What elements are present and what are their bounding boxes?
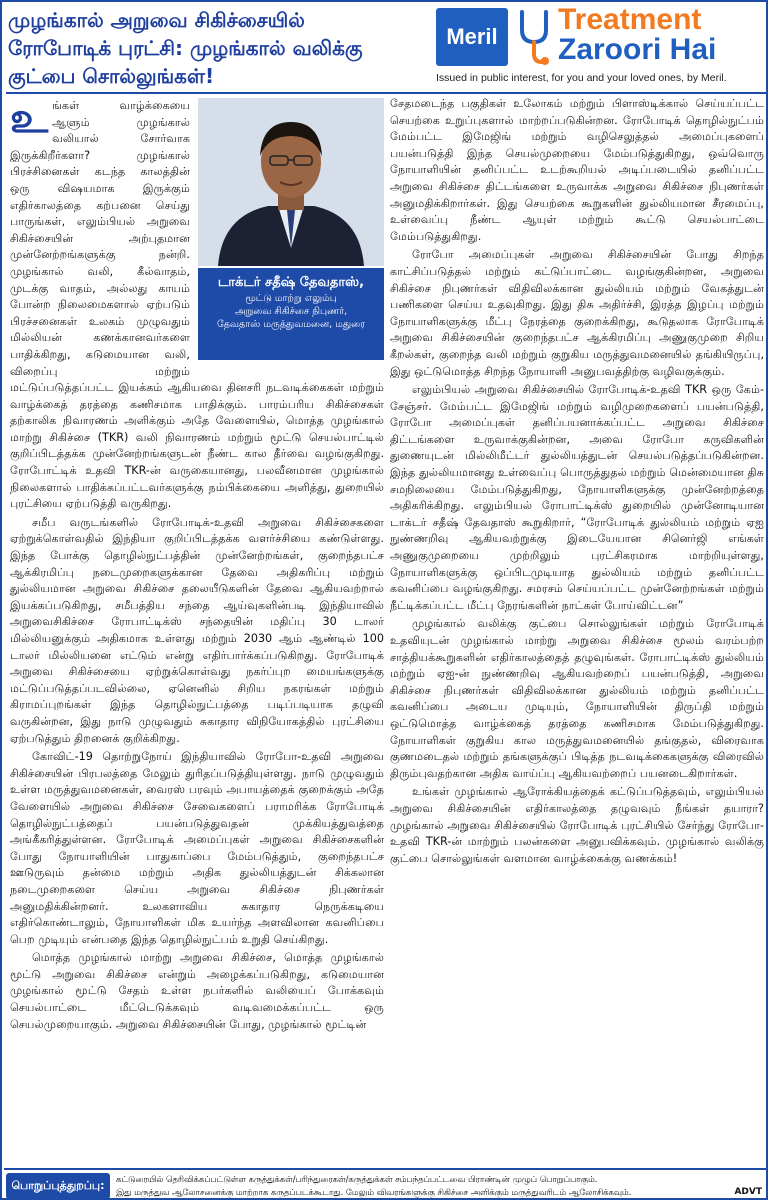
left-paragraph-2: சமீப வருடங்களில் ரோபோடிக்-உதவி அறுவை சிகிச்சைகளை ஏற்றுக்கொள்வதில் இந்தியா குறிப்பிடத்தக்க வளர்ச்சியை கண்டுள்ளது. இந்த போக்கு தொழில்நுட்பத்தின் முன்னேற்றங்கள், குறைந்தபட்ச ஆக்கிரமிப்பு நடைமுறைகளுக்கான தேவை அதிகரிப்பு மற்றும் துல்லியமான அறுவை சிகிச்சை தலையீடுகளின் தேவை ஆகியவற்றால் இயக்கப்படுகிறது, சமீபத்திய சந்தை ஆய்வுகளின்படி இந்தியாவில் அறுவைசிகிச்சை ரோபாட்டிக்ஸ் சந்தையின் மதிப்பு 30 டாலர் மில்லியனுக்கும் அதிகமாக உள்ளது மற்றும் 2030 ஆம் ஆண்டில் 100 டாலர் மில்லியனை எட்டும் என்று எதிர்பார்க்கப்படுகிறது. ரோபோடிக் அறுவை சிகிச்சையை ஏற்றுக்கொள்வது நகர்ப்புற மையங்களுக்கு மட்டுப்படுத்தப்படவில்லை, ஏனெனில் சிறிய நகரங்கள் மற்றும் கிராமப்புறங்கள் இந்த தொழில்நுட்பத்தை படிப்படியாக தழுவி வருகின்றன, இது நாடு முழுவதும் சுகாதார விநியோகத்தில் புரட்சியை ஏற்படுத்தும் திறனைக் குறிக்கிறது. (10, 515, 384, 745)
doctor-photo (198, 98, 384, 266)
doctor-photo-illustration (198, 98, 384, 266)
disclaimer-line-2: இது மருத்துவ ஆலோசனைக்கு மாற்றாக கருதப்படக்கூடாது. மேலும் விவரங்களுக்கு சிகிச்சை அளிக்கும் மருத்துவரிடம் ஆலோசிக்கவும். (116, 1187, 632, 1197)
right-paragraph-2: ரோபோ அமைப்புகள் அறுவை சிகிச்சையின் போது சிறந்த காட்சிப்படுத்தல் மற்றும் கட்டுப்பாட்டை வழங்குகின்றன, அறுவை சிகிச்சை நிபுணர்கள் விதிவிலக்கான துல்லியம் மற்றும் வேகத்துடன் பணிகளை செய்ய உதவுகிறது. இது திசு அதிர்ச்சி, இரத்த இழப்பு மற்றும் நோயாளிகளுக்கு மீட்பு நேரத்தை குறைக்கிறது, கூடுதலாக ரோபோடிக் அறுவை சிகிச்சையின் குறைந்தபட்ச ஆக்கிரமிப்பு அணுகுமுறை சிறிய கீறல்கள், குறைந்த வலி மற்றும் குறுகிய மருத்துவமனையில் தங்கியிருப்பு, இது ஒட்டுமொத்த சிறந்த நோயாளி அனுபவத்திற்கு வழிவகுக்கும். (390, 248, 764, 378)
doctor-profile (198, 98, 384, 360)
disclaimer-line-1: கட்டுரையில் தெரிவிக்கப்பட்டுள்ள கருத்துக்கள்/பரிந்துரைகள்/கருத்துக்கள் சம்பந்தப்பட்டவை பிராண்டின் முழுப் பொறுப்பாகும். (116, 1174, 598, 1184)
doctor-title-1: மூட்டு மாற்று எலும்பு (245, 293, 337, 304)
right-paragraph-1: சேதமடைந்த பகுதிகள் உலோகம் மற்றும் பிளாஸ்டிக்கால் செய்யப்பட்ட செயற்கை உறுப்புகளால் மாற்றப்படுகின்றன. ரோபோடிக் தொழில்நுட்பம் மேம்பட்ட இமேஜிங் மற்றும் வழிசெலுத்தல் அமைப்புகளைப் பயன்படுத்தி இந்த செயல்முறையை மேம்படுத்துகிறது, ஒவ்வொரு நோயாளியின் தனிப்பட்ட உடற்கூறியல் அடிப்படையில் தனிப்பட்ட அறுவை சிகிச்சை திட்டங்களை உருவாக்க அறுவை சிகிச்சை நிபுணர்கள் அனுமதிக்கிறார்கள். இது செயற்கை கூறுகளின் துல்லியமான சீரமைப்பு, உள்வைப்பு நீண்ட ஆயுள் மற்றும் கூட்டு செயல்பாட்டை மேம்படுத்துகிறது. (390, 97, 764, 243)
left-paragraph-3: கோவிட்-19 தொற்றுநோய் இந்தியாவில் ரோபோ-உதவி அறுவை சிகிச்சையின் பிரபலத்தை மேலும் துரிதப்படுத்தியுள்ளது. நாடு முழுவதும் உள்ள மருத்துவமனைகள், வைரஸ் பரவும் அபாயத்தைக் குறைக்கும் அதே வேளையில் அறுவை சிகிச்சை சேவைகளைப் பராமரிக்க ரோபோடிக் தொழில்நுட்பத்தைப் பயன்படுத்துவதன் முக்கியத்துவத்தை அங்கீகரித்துள்ளன. ரோபோடிக் அமைப்புகள் அறுவை சிகிச்சைகளின் போது நோயாளியின் பாதுகாப்பை மேம்படுத்தும், குறைந்தபட்ச ஊடுருவும் தன்மை மற்றும் அதிக துல்லியத்துடன் சிக்கலான நடைமுறைகளை செய்ய அறுவை சிகிச்சை நிபுணர்கள் அனுமதிக்கின்றனர். உலகளாவிய சுகாதார நெருக்கடியை எதிர்கொண்டாலும், நோயாளிகள் மிக உயர்ந்த அளவிலான கவனிப்பை பெற முடியும் என்பதை இந்த தொழில்நுட்பம் உறுதி செய்கிறது. (10, 750, 384, 946)
left-paragraph-4: மொத்த முழங்கால் மாற்று அறுவை சிகிச்சை, மொத்த முழங்கால் மூட்டு அறுவை சிகிச்சை என்றும் அழைக்கப்படுகிறது, கடுமையான முழங்கால் மூட்டு சேதம் உள்ள நபர்களில் வலியைப் போக்கவும் செயல்பாட்டை மீட்டெடுக்கவும் வடிவமைக்கப்பட்ட ஒரு செயல்முறையாகும். அறுவை சிகிச்சையின் போது, முழங்கால் மூட்டின் (10, 951, 384, 1031)
right-column (390, 96, 764, 1164)
slogan-treatment: Treatment (558, 3, 702, 36)
headline-line-3: குட்பை சொல்லுங்கள்! (8, 64, 215, 88)
brand-block (432, 3, 764, 90)
meril-logo (436, 8, 508, 66)
doctor-title-2: அறுவை சிகிச்சை நிபுணர், (234, 306, 348, 317)
stethoscope-icon (514, 8, 554, 66)
issued-note: Issued in public interest, for you and your loved ones, by Meril. (436, 72, 727, 84)
slogan-zaroori-hai: Zaroori Hai (558, 33, 717, 66)
doctor-caption (198, 268, 384, 360)
headline-line-2: ரோபோடிக் புரட்சி: முழங்கால் வலிக்கு (8, 36, 363, 60)
meril-logo-text: Meril (446, 24, 498, 49)
right-paragraph-5: உங்கள் முழங்கால் ஆரோக்கியத்தைக் கட்டுப்படுத்தவும், எலும்பியல் அறுவை சிகிச்சையின் எதிர்காலத்தை தழுவவும் நீங்கள் தயாரா? முழங்கால் அறுவை சிகிச்சையில் ரோபோடிக் புரட்சியில் சேர்ந்து ரோபோ-உதவி TKR-ன் மாற்றும் பலன்களை அனுபவிக்கவும். முழங்கால் வலிக்கு குட்பை சொல்லுங்கள் வளமான வாழ்க்கைக்கு வணக்கம்! (390, 785, 764, 865)
right-paragraph-3: எலும்பியல் அறுவை சிகிச்சையில் ரோபோடிக்-உதவி TKR ஒரு கேம்-சேஞ்சர். மேம்பட்ட இமேஜிங் மற்றும் வழிமுறைகளைப் பயன்படுத்தி, ரோபோ அமைப்புகள் தனிப்பயனாக்கப்பட்ட அறுவை சிகிச்சை திட்டங்களை உருவாக்குகின்றன, அவை ரோபோ கருவிகளின் துணையுடன் மில்லிமீட்டர் துல்லியத்துடன் செயல்படுத்தப்படுகின்றன. இந்த துல்லியமானது உள்வைப்பு பொருத்துதல் மற்றும் மென்மையான திசு சமநிலையை மேம்படுத்துகிறது, நோயாளிகளுக்கு முன்னேற்றத்தை அதிகரிக்கிறது. எலும்பியல் ரோபாட்டிக்ஸ் துறையில் முன்னோடியான டாக்டர் சதீஷ் தேவதாஸ் கூறுகிறார், “ரோபோடிக் துல்லியம் மற்றும் ஏஐ நுண்ணறிவு ஆகியவற்றுக்கு இடையேயான சினெர்ஜி எங்கள் அணுகுமுறையை முற்றிலும் புரட்சிகரமாக மாற்றியுள்ளது, நோயாளிகளுக்கு ஒப்பிடமுடியாத துல்லியம் மற்றும் தனிப்பட்ட கவனிப்பை வழங்குகிறது. சமரசம் செய்யப்பட்ட முன்னேற்றங்கள் மற்றும் நீட்டிக்கப்பட்ட மீட்பு நேரங்களின் நாட்கள் போய்விட்டன” (390, 383, 764, 612)
doctor-name: டாக்டர் சதீஷ் தேவதாஸ், (217, 275, 365, 290)
left-column (10, 98, 384, 1164)
disclaimer-label: பொறுப்புத்துறப்பு: (6, 1173, 110, 1199)
drop-cap: உ (10, 98, 49, 142)
header-divider (6, 92, 766, 94)
headline (8, 6, 418, 92)
disclaimer-footer (4, 1168, 768, 1200)
left-paragraph-1-text: ங்கள் வாழ்க்கையை ஆளும் முழங்கால் வலியால் சோர்வாக இருக்கிறீர்களா? முழங்கால் பிரச்சினைகள் கடந்த காலத்தின் ஒரு விஷயமாக இருக்கும் எதிர்காலத்தை கற்பனை செய்து பாருங்கள், எலும்பியல் அறுவை சிகிச்சையின் அற்புதமான முன்னேற்றங்களுக்கு நன்றி. முழங்கால் வலி, கீல்வாதம், முடக்கு வாதம், அல்லது காயம் போன்ற நிலைமைகளால் ஏற்படும் பிரச்சனைகள் உலகம் முழுவதும் மில்லியன் கணக்கானவர்களை பாதிக்கிறது, கடுமையான வலி, விறைப்பு மற்றும் மட்டுப்படுத்தப்பட்ட இயக்கம் ஆகியவை தினசரி நடவடிக்கைகள் மற்றும் வாழ்க்கைத் தரத்தை கணிசமாக பாதிக்கும். பாரம்பரிய சிகிச்சைகள் தற்காலிக நிவாரணம் அளிக்கும் அதே வேளையில், மொத்த முழங்கால் மாற்று சிகிச்சை (TKR) வலி நிவாரணம் மற்றும் மூட்டு செயல்பாட்டில் குறிப்பிடத்தக்க முன்னேற்றங்களுடன் நீண்ட கால தீர்வை வழங்குகிறது. ரோபோட்டிக் உதவி TKR-ன் வருகையானது, பலவீனமான முழங்கால் நிலைகளால் பாதிக்கப்பட்டவர்களுக்கு நம்பிக்கையை அளித்து, துறையில் புரட்சியை ஏற்படுத்தி வருகிறது. (10, 99, 384, 511)
headline-line-1: முழங்கால் அறுவை சிகிச்சையில் (8, 8, 305, 32)
doctor-hospital: தேவதாஸ் மருத்துவமனை, மதுரை (216, 319, 366, 330)
advt-label: ADVT (734, 1187, 762, 1197)
right-paragraph-4: முழங்கால் வலிக்கு குட்பை சொல்லுங்கள் மற்றும் ரோபோடிக் உதவியுடன் முழங்கால் மாற்று அறுவை சிகிச்சை மூலம் வரம்பற்ற சாத்தியக்கூறுகளின் எதிர்காலத்தைத் தழுவுங்கள். ரோபாட்டிக்ஸ் துல்லியம் மற்றும் ஏஐ-ன் நுண்ணறிவு ஆகியவற்றைப் பயன்படுத்தி, அறுவை சிகிச்சை நிபுணர்கள் விதிவிலக்கான துல்லியம் மற்றும் தனிப்பட்ட கவனிப்பை அடைய முடியும், நோயாளியின் திருப்தி மற்றும் ஒட்டுமொத்த வாழ்க்கைத் தரத்தை கணிசமாக மேம்படுத்துகிறது. நோயாளிகள் குறுகிய கால மருத்துவமனையில் தங்குதல், விரைவாக குணமடைதல் மற்றும் தங்களுக்குப் பிடித்த நடவடிக்கைகளுக்கு விரைவில் திரும்புவதற்கான அதிக வாய்ப்பு ஆகியவற்றைப் பயனடைகிறார்கள். (390, 617, 764, 780)
